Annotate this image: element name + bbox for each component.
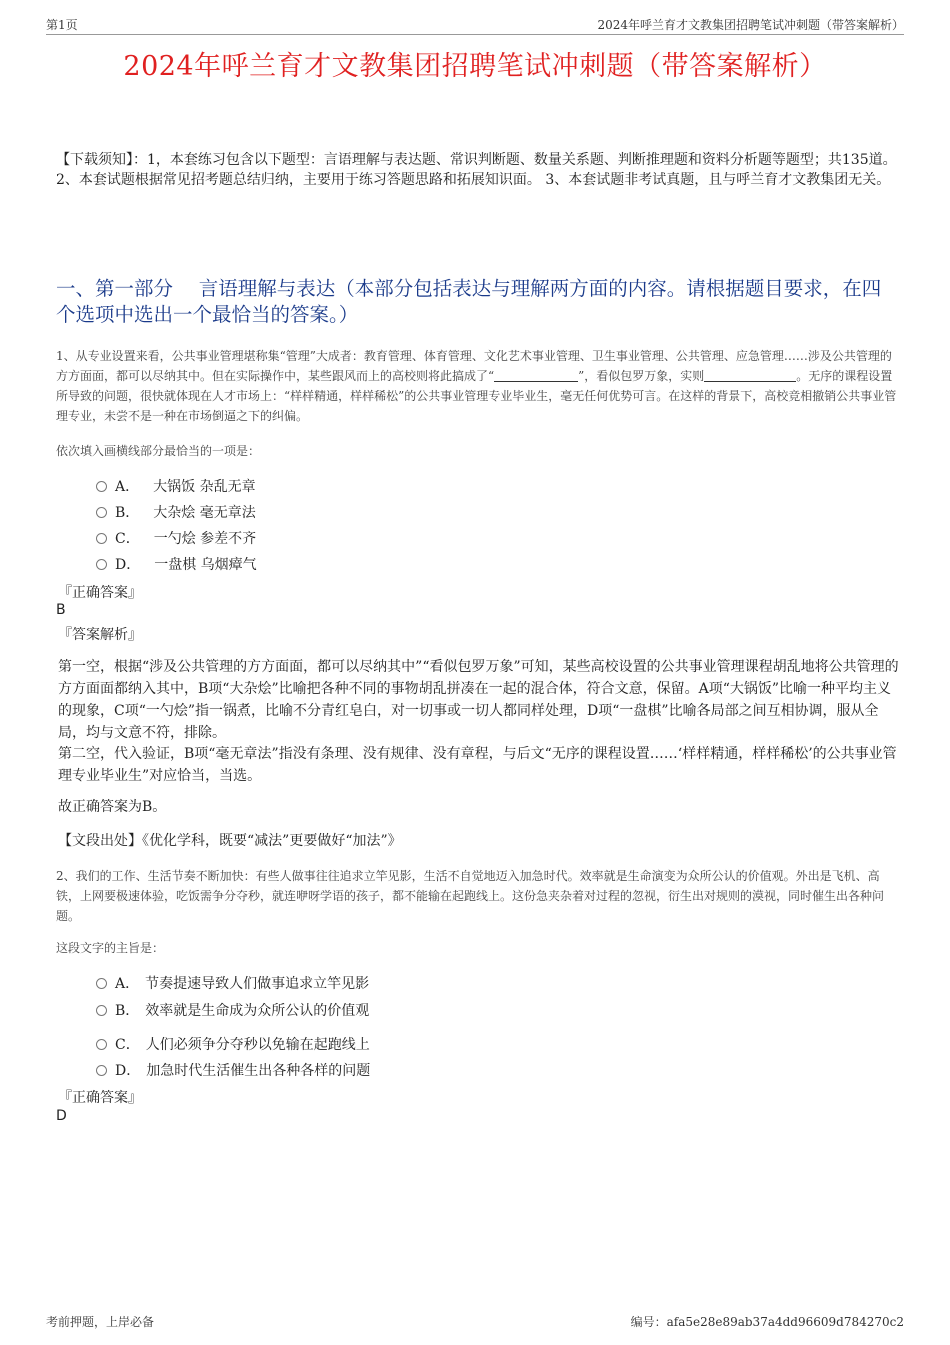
- analysis-paragraph-1: 第一空，根据“涉及公共管理的方方面面，都可以尽纳其中”“看似包罗万象”可知，某些高校设置的公共事业管理课程胡乱地将公共管理的方方面面都纳入其中，B项“大杂烩”比喻把各种不同的事物胡乱拼凑在一起的混合体，符合文意，保留。A项“大锅饭”比喻一种平均主义的现象，C项“一勺烩”指一锅煮，比喻不分青红皂白，对一切事或一切人都同样处理，D项“一盘棋”比喻各局部之间互相协调，服从全局，均与文意不符，排除。: [58, 659, 899, 741]
- answer-value: D: [56, 1108, 67, 1124]
- page-title: 2024年呼兰育才文教集团招聘笔试冲刺题（带答案解析）: [123, 51, 827, 82]
- footer-slogan: 考前押题，上岸必备: [46, 1315, 155, 1329]
- option-d[interactable]: D． 一盘棋 乌烟瘴气: [96, 554, 257, 576]
- question-2-text: 2、我们的工作、生活节奏不断加快：有些人做事往往追求立竿见影，生活不自觉地迈入加急时代。效率就是生命演变为众所公认的价值观。外出是飞机、高铁，上网要极速体验，吃饭需争分夺秒，就连咿呀学语的孩子，都不能输在起跑线上。这份急夹杂着对过程的忽视，衍生出对规则的漠视，同时催生出各种问题。: [56, 869, 885, 923]
- option-c[interactable]: C． 人们必须争分夺秒以免输在起跑线上: [96, 1034, 370, 1056]
- blank-2: [704, 367, 796, 382]
- radio-icon[interactable]: [96, 1005, 107, 1016]
- option-d[interactable]: D． 加急时代生活催生出各种各样的问题: [96, 1060, 370, 1082]
- analysis-label: 『答案解析』: [58, 627, 142, 643]
- answer-label: 『正确答案』: [58, 1090, 142, 1106]
- answer-value: B: [56, 602, 66, 618]
- footer-id: 编号：afa5e28e89ab37a4dd96609d784270c2: [630, 1315, 904, 1329]
- question-1-prompt: 依次填入画横线部分最恰当的一项是：: [56, 444, 261, 458]
- radio-icon[interactable]: [96, 1065, 107, 1076]
- option-b[interactable]: B． 大杂烩 毫无章法: [96, 502, 256, 524]
- option-a[interactable]: A． 大锅饭 杂乱无章: [96, 476, 256, 498]
- blank-1: [494, 367, 578, 382]
- download-notice: 【下载须知】：1，本套练习包含以下题型：言语理解与表达题、常识判断题、数量关系题、判断推理题和资料分析题等题型；共135道。 2、本套试题根据常见招考题总结归纳，主要用于练习答题思路和拓展知识面。 3、本套试题非考试真题，且与呼兰育才文教集团无关。: [56, 152, 897, 188]
- radio-icon[interactable]: [96, 559, 107, 570]
- page-header: [46, 14, 904, 35]
- option-a[interactable]: A． 节奏提速导致人们做事追求立竿见影: [96, 973, 369, 995]
- radio-icon[interactable]: [96, 481, 107, 492]
- option-c[interactable]: C． 一勺烩 参差不齐: [96, 528, 256, 550]
- header-doc-title: 2024年呼兰育才文教集团招聘笔试冲刺题（带答案解析）: [597, 18, 904, 32]
- section-title: 一、第一部分 言语理解与表达（本部分包括表达与理解两方面的内容。请根据题目要求，在四个选项中选出一个最恰当的答案。）: [56, 277, 882, 326]
- radio-icon[interactable]: [96, 978, 107, 989]
- radio-icon[interactable]: [96, 1039, 107, 1050]
- source-citation: 【文段出处】《优化学科，既要“减法”更要做好“加法”》: [58, 833, 402, 849]
- option-b[interactable]: B． 效率就是生命成为众所公认的价值观: [96, 1000, 369, 1022]
- question-1-text: 1、从专业设置来看，公共事业管理堪称集“管理”大成者：教育管理、体育管理、文化艺术事业管理、卫生事业管理、公共管理、应急管理……涉及公共管理的方方面面，都可以尽纳其中。但在实际操作中，某些跟风而上的高校则将此搞成了“ ”，看似包罗万象，实则 。无序的课程设置所导致的问题，很快就体现在人才市场上：“样样精通，样样稀松”的公共事业管理专业毕业生，毫无任何优势可言。在这样的背景下，高校竞相撤销公共事业管理专业，未尝不是一种在市场倒逼之下的纠偏。: [56, 349, 897, 423]
- conclusion: 故正确答案为B。: [58, 799, 167, 815]
- answer-label: 『正确答案』: [58, 585, 142, 601]
- page-number: 第1页: [46, 18, 78, 32]
- radio-icon[interactable]: [96, 533, 107, 544]
- radio-icon[interactable]: [96, 507, 107, 518]
- analysis-paragraph-2: 第二空，代入验证，B项“毫无章法”指没有条理、没有规律、没有章程，与后文“无序的课程设置……‘样样精通，样样稀松’的公共事业管理专业毕业生”对应恰当，当选。: [58, 746, 897, 784]
- question-2-prompt: 这段文字的主旨是：: [56, 941, 165, 955]
